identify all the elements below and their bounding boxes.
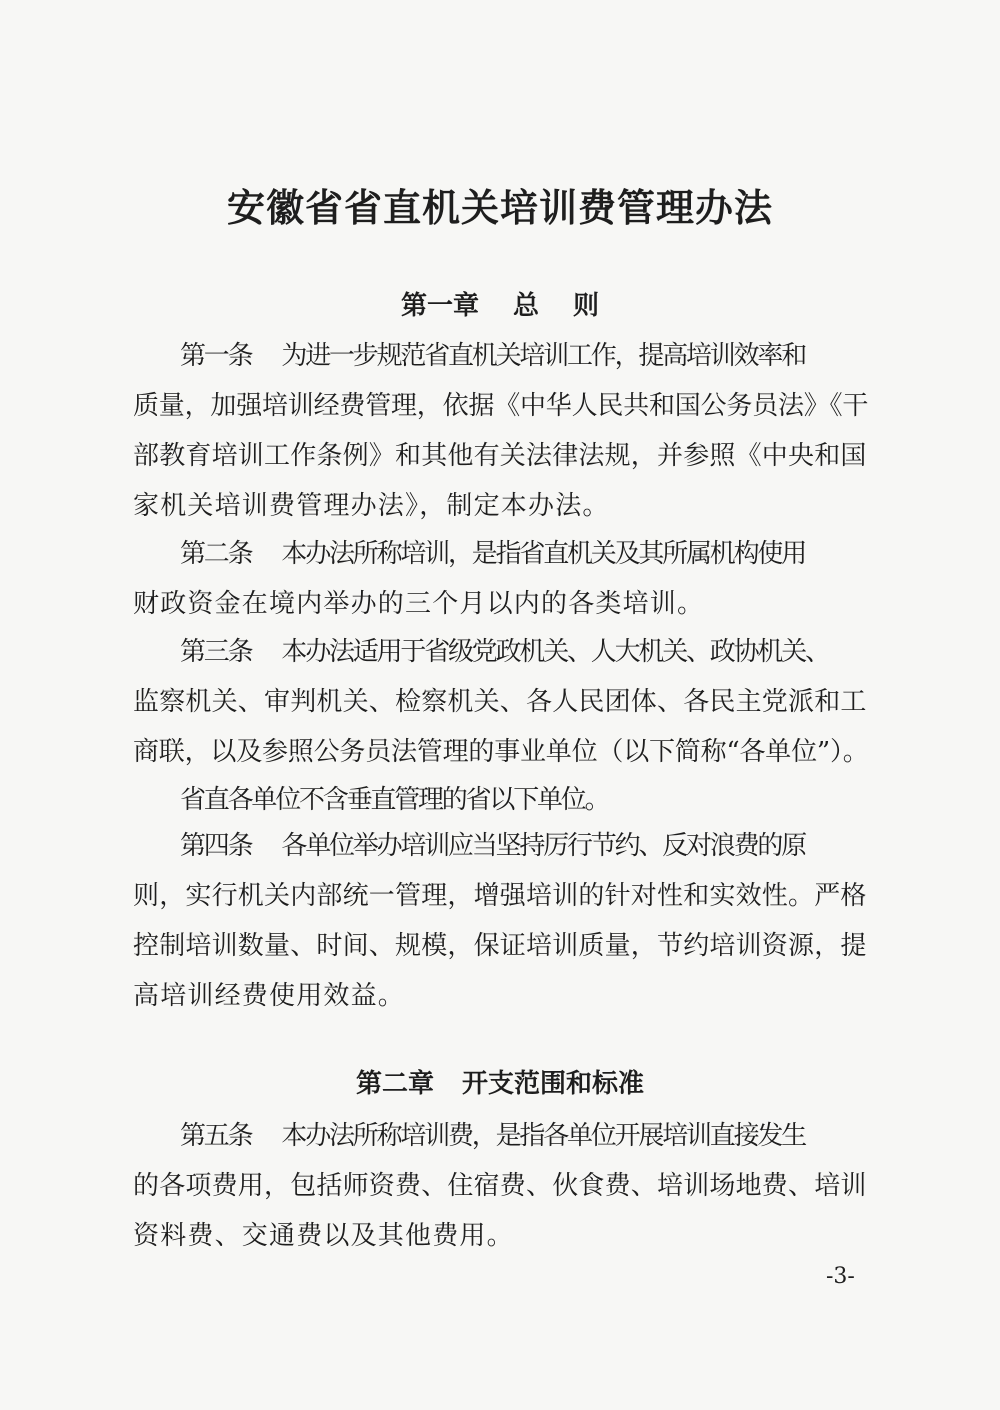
chapter-1-prefix: 第一章: [400, 291, 479, 321]
article-2-text-1: 本办法所称培训，是指省直机关及其所属机构使用: [281, 539, 806, 569]
chapter-1-heading: [0, 286, 1000, 326]
article-4-label: 第四条: [180, 831, 252, 861]
article-4-line-2: 则，实行机关内部统一管理，增强培训的针对性和实效性。严格: [133, 881, 867, 911]
chapter-2-prefix: 第二章: [355, 1069, 434, 1099]
article-3-text-1: 本办法适用于省级党政机关、人大机关、政协机关、: [281, 637, 829, 667]
article-2-line-2: 财政资金在境内举办的三个月以内的各类培训。: [133, 589, 705, 619]
article-1-text-1: 为进一步规范省直机关培训工作，提高培训效率和: [281, 341, 806, 371]
chapter-2-name: 开支范围和标准: [462, 1069, 645, 1099]
page-number: -3-: [826, 1264, 855, 1289]
article-5-label: 第五条: [180, 1121, 252, 1151]
article-5-line-1: [180, 1116, 916, 1156]
document-title: 安徽省省直机关培训费管理办法: [226, 186, 773, 230]
article-1-line-2: 质量，加强培训经费管理，依据《中华人民共和国公务员法》《干: [133, 391, 869, 421]
article-5-line-3: 资料费、交通费以及其他费用。: [133, 1221, 514, 1251]
article-2-label: 第二条: [180, 539, 252, 569]
article-1-line-3: 部教育培训工作条例》和其他有关法律法规，并参照《中央和国: [133, 441, 867, 471]
article-3-line-2: 监察机关、审判机关、检察机关、各人民团体、各民主党派和工: [133, 687, 867, 717]
article-4-line-3: 控制培训数量、时间、规模，保证培训质量，节约培训资源，提: [133, 931, 867, 961]
article-1-line-4: 家机关培训费管理办法》，制定本办法。: [133, 491, 610, 521]
article-2-line-1: [180, 534, 916, 574]
chapter-1-name-a: 总: [512, 291, 539, 321]
article-3-line-4: 省直各单位不含垂直管理的省以下单位。: [180, 785, 609, 815]
article-5-text-1: 本办法所称培训费，是指各单位开展培训直接发生: [281, 1121, 806, 1151]
article-5-line-2: 的各项费用，包括师资费、住宿费、伙食费、培训场地费、培训: [133, 1171, 867, 1201]
article-3-label: 第三条: [180, 637, 252, 667]
article-3-line-1: [180, 632, 916, 672]
article-3-line-3: 商联，以及参照公务员法管理的事业单位（以下简称“各单位”）。: [133, 737, 869, 767]
article-1-label: 第一条: [180, 341, 252, 371]
article-4-line-4: 高培训经费使用效益。: [133, 981, 406, 1011]
chapter-1-name-b: 则: [573, 291, 600, 321]
article-1-line-1: [180, 336, 916, 376]
chapter-2-heading: [0, 1064, 1000, 1104]
article-4-text-1: 各单位举办培训应当坚持厉行节约、反对浪费的原: [281, 831, 806, 861]
article-4-line-1: [180, 826, 916, 866]
